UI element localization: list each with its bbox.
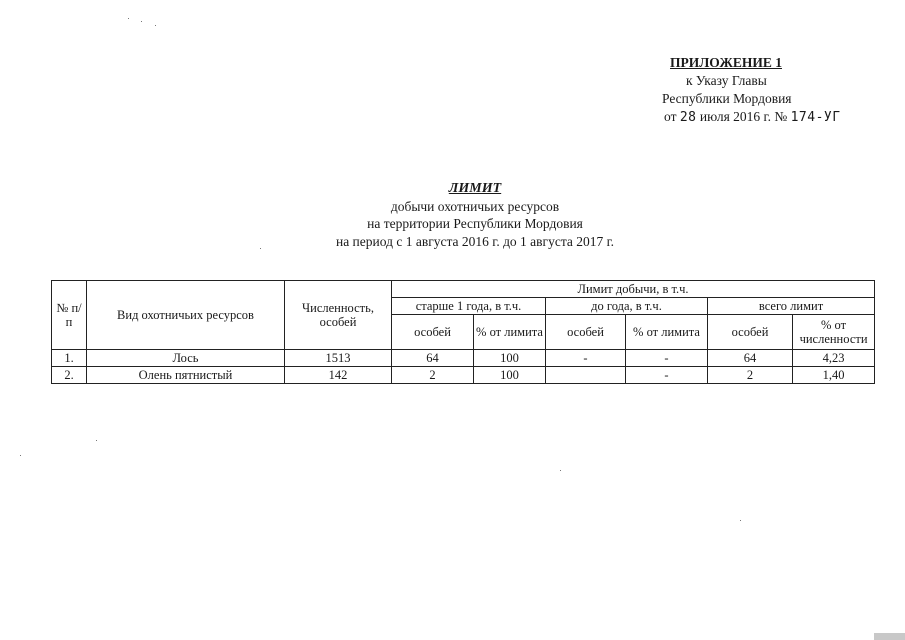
cell-younger-pct: - [626, 350, 708, 367]
document-territory: на территории Республики Мордовия [367, 216, 583, 231]
cell-population: 1513 [285, 350, 392, 367]
header-row-1 [52, 281, 875, 298]
cell-older-pct: 100 [474, 367, 546, 384]
scan-speck [155, 25, 156, 26]
appendix-date-line [650, 108, 880, 127]
header-younger-pct: % от лимита [626, 315, 708, 350]
header-species: Вид охотничьих ресурсов [87, 281, 285, 350]
header-num: № п/п [52, 281, 87, 350]
cell-total-count: 64 [708, 350, 793, 367]
cell-num: 1. [52, 350, 87, 367]
document-heading [230, 180, 720, 250]
cell-younger-count [546, 367, 626, 384]
hunting-limits-table [51, 280, 875, 384]
header-older-pct: % от лимита [474, 315, 546, 350]
date-mid: июля 2016 г. № [699, 109, 788, 124]
cell-species: Лось [87, 350, 285, 367]
appendix-title: ПРИЛОЖЕНИЕ 1 [670, 55, 782, 70]
cell-younger-pct: - [626, 367, 708, 384]
cell-older-count: 64 [392, 350, 474, 367]
table-row [52, 367, 875, 384]
cell-younger-count: - [546, 350, 626, 367]
header-limit-group: Лимит добычи, в т.ч. [392, 281, 875, 298]
document-period: на период с 1 августа 2016 г. до 1 августа 2017 г. [335, 233, 615, 249]
scan-speck [560, 470, 561, 471]
scan-edge-artifact [874, 633, 905, 640]
document-title: ЛИМИТ [448, 181, 502, 196]
cell-population: 142 [285, 367, 392, 384]
cell-older-pct: 100 [474, 350, 546, 367]
header-younger-group: до года, в т.ч. [546, 298, 708, 315]
header-population: Численность, особей [285, 281, 392, 350]
cell-older-count: 2 [392, 367, 474, 384]
appendix-republic-line: Республики Мордовия [662, 91, 792, 106]
scan-speck [740, 520, 741, 521]
appendix-header [650, 54, 880, 127]
header-total-group: всего лимит [708, 298, 875, 315]
cell-total-count: 2 [708, 367, 793, 384]
date-handwritten: 28 [679, 110, 697, 125]
header-older-group: старше 1 года, в т.ч. [392, 298, 546, 315]
appendix-decree-line: к Указу Главы [686, 73, 767, 88]
header-total-count: особей [708, 315, 793, 350]
scan-speck [96, 440, 97, 441]
cell-total-pct: 1,40 [793, 367, 875, 384]
cell-total-pct: 4,23 [793, 350, 875, 367]
header-younger-count: особей [546, 315, 626, 350]
cell-num: 2. [52, 367, 87, 384]
document-subtitle: добычи охотничьих ресурсов [390, 198, 560, 214]
scan-speck [141, 21, 142, 22]
scan-speck [128, 18, 129, 19]
header-older-count: особей [392, 315, 474, 350]
decree-number: 174-УГ [790, 110, 841, 125]
table-row [52, 350, 875, 367]
scan-speck [20, 455, 21, 456]
date-prefix: от [664, 109, 677, 124]
cell-species: Олень пятнистый [87, 367, 285, 384]
header-total-pct: % от численности [793, 315, 875, 350]
